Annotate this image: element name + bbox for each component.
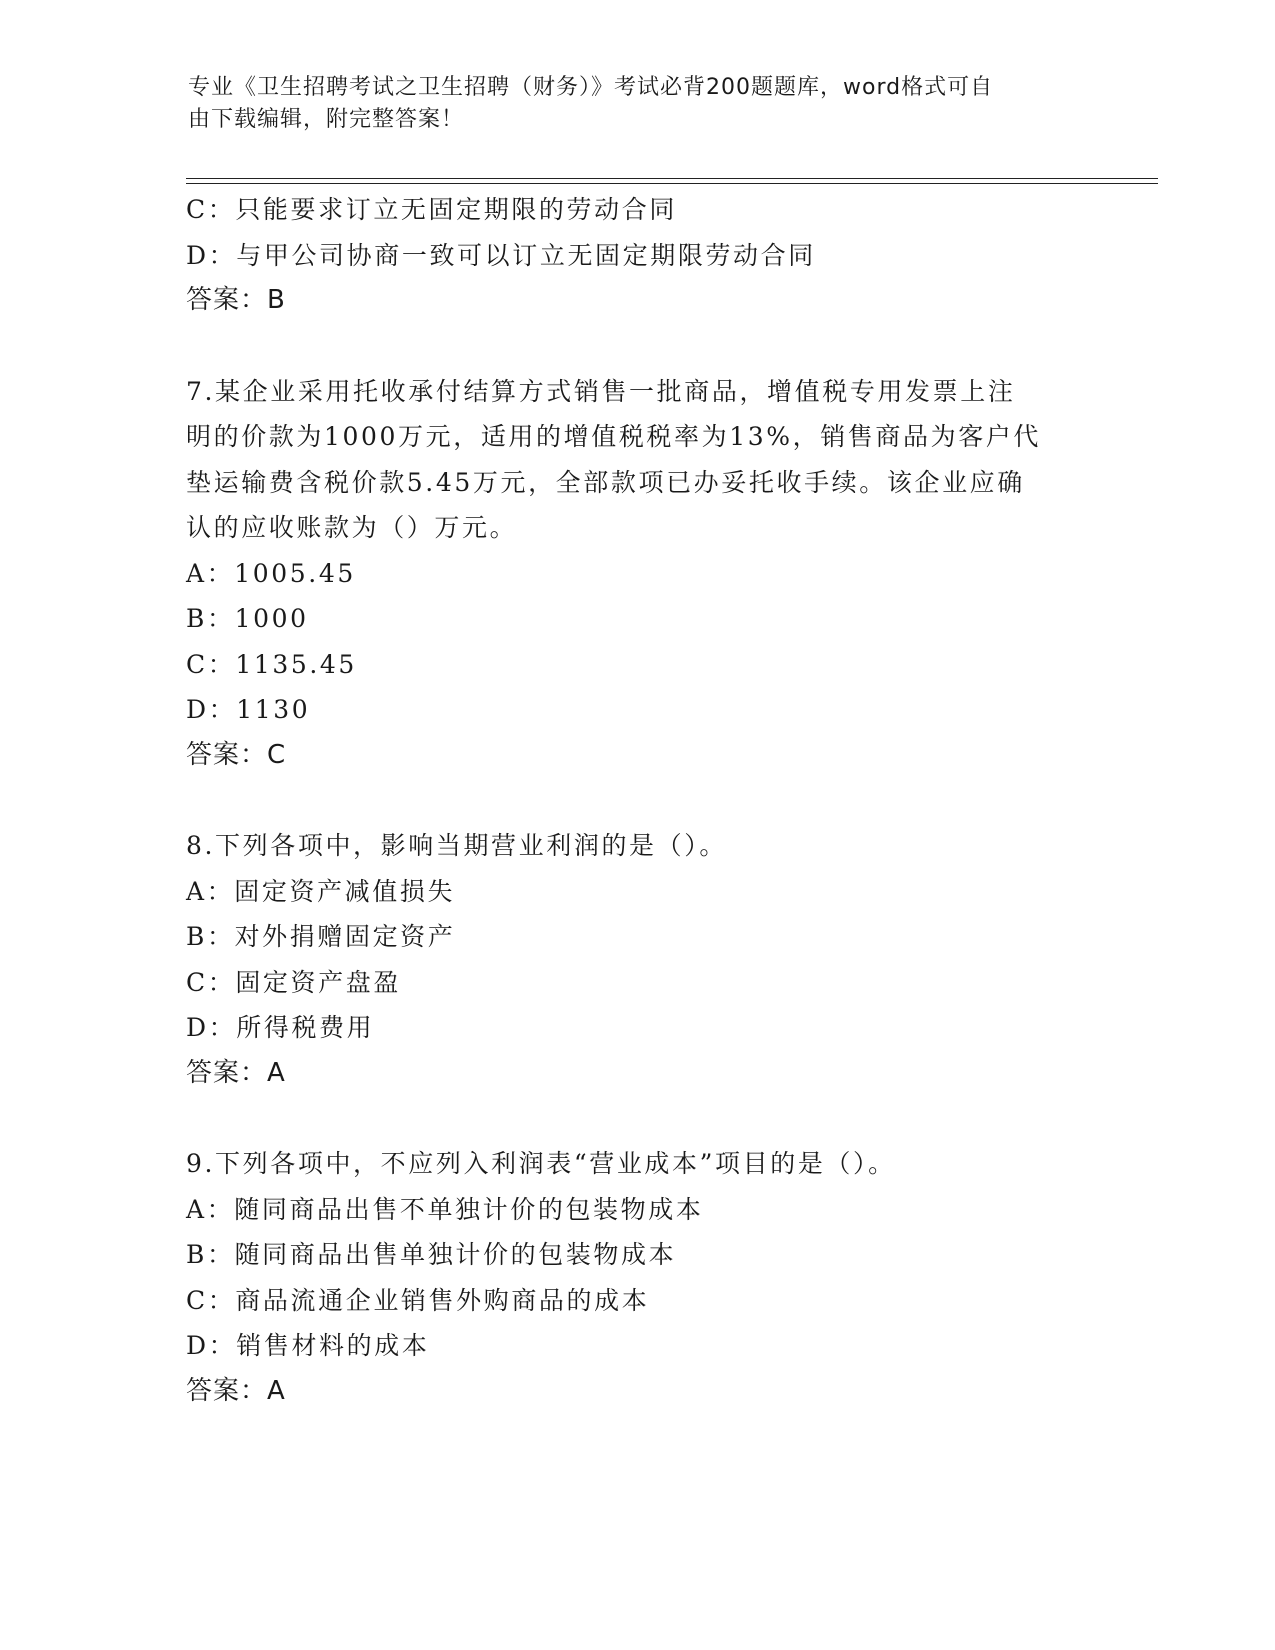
option-c: C：固定资产盘盈 (186, 967, 401, 997)
option-c: C：1135.45 (186, 649, 357, 679)
option-a: A：1005.45 (186, 558, 356, 588)
option-c: C：只能要求订立无固定期限的劳动合同 (186, 195, 677, 224)
question-text-line: 垫运输费含税价款5.45万元，全部款项已办妥托收手续。该企业应确 (186, 467, 1025, 497)
header-divider-top (186, 178, 1158, 179)
question-text-line: 9.下列各项中，不应列入利润表“营业成本”项目的是（）。 (186, 1149, 896, 1178)
option-d: D：与甲公司协商一致可以订立无固定期限劳动合同 (186, 240, 816, 270)
question-7 (186, 369, 1086, 779)
page-header (188, 72, 1068, 136)
header-divider-bottom (186, 183, 1158, 184)
answer: 答案：A (186, 1375, 286, 1406)
spacer (186, 324, 1086, 369)
question-text-line: 认的应收账款为（）万元。 (186, 513, 518, 542)
option-a: A：固定资产减值损失 (186, 876, 456, 906)
question-text-line: 7.某企业采用托收承付结算方式销售一批商品，增值税专用发票上注 (186, 376, 1016, 406)
option-d: D：所得税费用 (186, 1013, 375, 1042)
option-b: B：1000 (186, 604, 309, 633)
question-content (186, 187, 1086, 1414)
header-line-1: 专业《卫生招聘考试之卫生招聘（财务）》考试必背200题题库，word格式可自 (188, 75, 994, 100)
question-8 (186, 823, 1086, 1096)
option-d: D：1130 (186, 695, 311, 724)
header-line-2: 由下载编辑，附完整答案！ (188, 107, 465, 132)
option-d: D：销售材料的成本 (186, 1331, 430, 1360)
option-a: A：随同商品出售不单独计价的包装物成本 (186, 1194, 704, 1224)
option-b: B：对外捐赠固定资产 (186, 922, 456, 951)
answer: 答案：C (186, 739, 287, 770)
question-text-line: 8.下列各项中，影响当期营业利润的是（）。 (186, 831, 727, 860)
spacer (186, 778, 1086, 823)
answer: 答案：A (186, 1057, 286, 1088)
question-9 (186, 1141, 1086, 1414)
option-b: B：随同商品出售单独计价的包装物成本 (186, 1240, 677, 1269)
question-text-line: 明的价款为1000万元，适用的增值税税率为13%，销售商品为客户代 (186, 422, 1041, 451)
prev-question (186, 187, 1086, 324)
answer: 答案：B (186, 285, 286, 315)
option-c: C：商品流通企业销售外购商品的成本 (186, 1285, 650, 1315)
spacer (186, 1096, 1086, 1141)
